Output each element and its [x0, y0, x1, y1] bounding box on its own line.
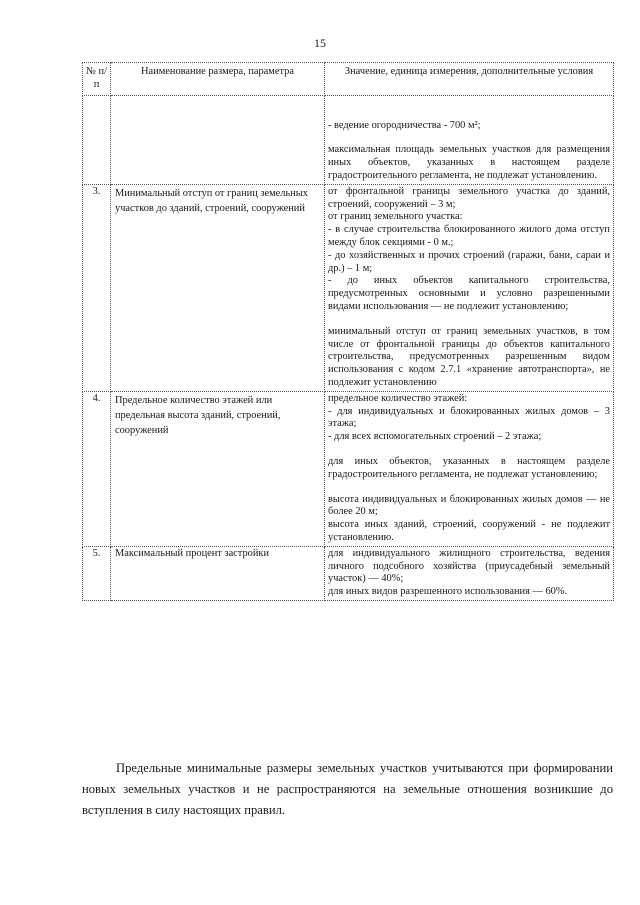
row-num: 5.	[83, 546, 111, 600]
value-line: от границ земельного участка:	[328, 211, 463, 223]
value-line: - до хозяйственных и прочих строений (гаражи, бани, сараи и др.) – 1 м;	[328, 249, 610, 274]
header-name: Наименование размера, параметра	[111, 63, 325, 96]
value-line: высота индивидуальных и блокированных жилых домов — не более 20 м;	[328, 493, 610, 518]
page-number: 15	[314, 36, 326, 50]
row-name: Максимальный процент застройки	[111, 546, 325, 600]
value-line: для иных объектов, указанных в настоящем разделе градостроительного регламента, не подлежат установлению;	[328, 455, 610, 480]
value-line: высота иных зданий, строений, сооружений - не подлежит установлению.	[328, 519, 610, 543]
row-name: Минимальный отступ от границ земельных участков до зданий, строений, сооружений	[111, 184, 325, 391]
row-num: 4.	[83, 391, 111, 546]
table-row	[83, 391, 614, 546]
value-line: максимальная площадь земельных участков для размещения иных объектов, указанных в настоящем разделе градостроительного регламента, не подлежат установлению.	[328, 144, 610, 181]
row-name: Предельное количество этажей или предельная высота зданий, строений, сооружений	[111, 391, 325, 546]
header-value: Значение, единица измерения, дополнительные условия	[325, 63, 614, 96]
value-line: предельное количество этажей:	[328, 392, 468, 404]
table-row	[83, 95, 614, 184]
table-header-row	[83, 63, 614, 96]
row-name	[111, 95, 325, 184]
footnote-paragraph: Предельные минимальные размеры земельных участков учитываются при формировании новых земельных участков и не распространяются на земельные отношения возникшие до вступления в силу настоящих правил.	[82, 761, 613, 817]
regulations-table	[82, 62, 614, 601]
table-row	[83, 184, 614, 391]
value-line: - для всех вспомогательных строений – 2 этажа;	[328, 431, 542, 443]
value-line: - до иных объектов капитального строительства, предусмотренных основными и условно разрешенными видами использования — не подлежит установлению;	[328, 275, 610, 312]
table-row	[83, 546, 614, 600]
value-line: - ведение огородничества - 700 м²;	[328, 119, 481, 131]
value-line: - в случае строительства блокированного жилого дома отступ между блок секциями - 0 м.;	[328, 224, 610, 248]
value-line: от фронтальной границы земельного участка до зданий, строений, сооружений – 3 м;	[328, 185, 610, 210]
row-value	[325, 546, 614, 600]
row-value	[325, 95, 614, 184]
row-num: 3.	[83, 184, 111, 391]
value-line: для индивидуального жилищного строительства, ведения личного подсобного хозяйства (приусадебный земельный участок) — 40%;	[328, 547, 610, 585]
header-num: № п/п	[83, 63, 111, 96]
row-value	[325, 391, 614, 546]
row-num	[83, 95, 111, 184]
row-value	[325, 184, 614, 391]
value-line: минимальный отступ от границ земельных участков, в том числе от фронтальной границы до объектов капитального строительства, предусмотренных разрешенным видом использования с кодом 2.7.1 «хранение автотранспорта», не подлежит установлению	[328, 325, 610, 388]
value-line: для иных видов разрешенного использования — 60%.	[328, 586, 568, 598]
value-line: - для индивидуальных и блокированных жилых домов – 3 этажа;	[328, 405, 610, 430]
